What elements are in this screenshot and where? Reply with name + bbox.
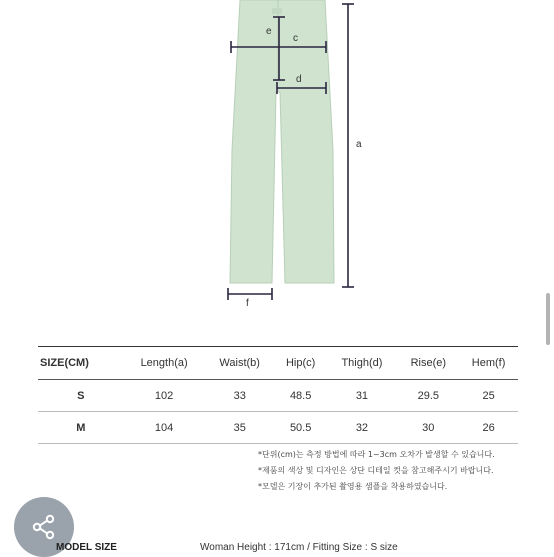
share-icon xyxy=(29,512,59,542)
cell-rise: 30 xyxy=(397,412,459,444)
table-header-row xyxy=(38,347,518,380)
header-waist: Waist(b) xyxy=(205,347,275,380)
header-rise: Rise(e) xyxy=(397,347,459,380)
cell-waist: 33 xyxy=(205,380,275,412)
cell-hem: 25 xyxy=(459,380,518,412)
header-size: SIZE(CM) xyxy=(38,347,124,380)
cell-size: M xyxy=(38,412,124,444)
note-line: *제품의 색상 및 디자인은 상단 디테일 컷을 참고해주시기 바랍니다. xyxy=(258,466,494,475)
header-length: Length(a) xyxy=(124,347,205,380)
model-size-value: Woman Height : 171cm / Fitting Size : S size xyxy=(200,542,398,553)
label-f: f xyxy=(246,298,249,309)
note-line: *모델은 기장이 추가된 촬영용 샘플을 착용하였습니다. xyxy=(258,482,448,491)
cell-hip: 48.5 xyxy=(275,380,327,412)
model-size-label: MODEL SIZE xyxy=(56,542,117,553)
notes xyxy=(258,447,495,495)
size-table xyxy=(38,346,518,444)
label-d: d xyxy=(296,74,302,85)
table-row xyxy=(38,412,518,444)
header-thigh: Thigh(d) xyxy=(327,347,398,380)
cell-length: 104 xyxy=(124,412,205,444)
header-hip: Hip(c) xyxy=(275,347,327,380)
cell-thigh: 32 xyxy=(327,412,398,444)
cell-size: S xyxy=(38,380,124,412)
note-line: *단위(cm)는 측정 방법에 따라 1~3cm 오차가 발생할 수 있습니다. xyxy=(258,450,495,459)
pants-shape xyxy=(230,0,334,283)
table-row xyxy=(38,380,518,412)
scrollbar[interactable] xyxy=(546,293,550,345)
label-c: c xyxy=(293,33,298,44)
cell-rise: 29.5 xyxy=(397,380,459,412)
cell-hip: 50.5 xyxy=(275,412,327,444)
label-e: e xyxy=(266,26,272,37)
cell-thigh: 31 xyxy=(327,380,398,412)
label-a: a xyxy=(356,139,362,150)
cell-length: 102 xyxy=(124,380,205,412)
header-hem: Hem(f) xyxy=(459,347,518,380)
cell-waist: 35 xyxy=(205,412,275,444)
cell-hem: 26 xyxy=(459,412,518,444)
